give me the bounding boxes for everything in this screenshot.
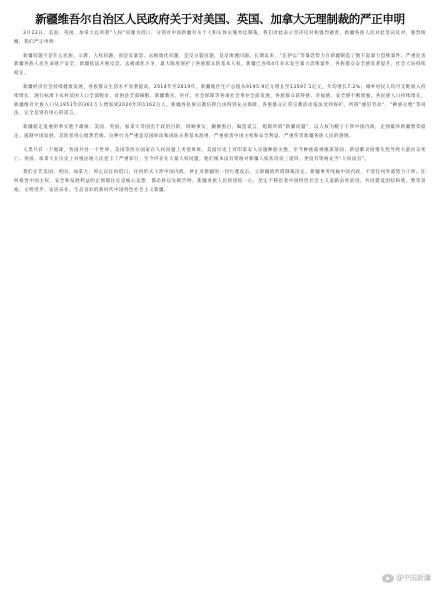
statement-paragraph-5: 人类只有一个地球，各国共处一个世界。美国等西方国家在人权问题上劣迹斑斑，美国历史上对印第安人实施种族灭绝，至今种族歧视根深蒂固，新冠肺炎疫情失控导致大量民众死亡；英国、加拿大在历史上对殖民地人民犯下了严重罪行，至今仍存在大量人权问题。他们根本没有资格对新疆人权状况说三道四，更没有资格充当“人权法官”。 xyxy=(14,147,426,162)
statement-paragraph-2: 新疆问题不是什么民族、宗教、人权问题，而是反暴恐、去极端化问题，是反分裂问题，是反渗透问题。长期以来，“东伊运”等暴恐势力在新疆制造了数千起暴力恐怖案件，严重危害新疆各族人民生命财产安全。新疆依法开展反恐、去极端化斗争，最大限度保护了各族群众的基本人权。新疆已连续4年多未发生暴力恐怖案件，各族群众安全感显著提升，社会大局持续稳定。 xyxy=(14,53,426,77)
statement-paragraph-1: 3月22日，美国、英国、加拿大以所谓“人权”问题为借口，分别对中国新疆有关个人和实体实施单边制裁。我们对此表示坚决反对和强烈谴责。新疆各族人民对此坚决反对，强烈愤慨，我们严正申明： xyxy=(14,31,426,45)
statement-paragraph-6: 我们正告美国、英国、加拿大，停止以任何借口、任何形式干涉中国内政，停止对新疆的一切污蔑攻击，立即撤销所谓制裁决定。新疆事务纯属中国内政，不容任何外部势力干涉。任何损害中国主权、安全和发展利益的企图都注定是痴心妄想，都必将以失败告终。新疆各族人民将团结一心，坚定不移沿着中国特色社会主义道路奋勇前进，共同建设团结和谐、繁荣富裕、文明进步、安居乐业、生态良好的新时代中国特色社会主义新疆。 xyxy=(14,170,426,193)
source-watermark xyxy=(382,573,431,583)
statement-paragraph-3: 新疆经济社会持续健康发展，各族群众生活水平显著提高。2014年至2019年，新疆地区生产总值从9195.9亿元增长至13597.1亿元，年均增长7.2%；城乡居民人均可支配收入持续增长，现行标准下农村贫困人口全部脱贫，贫困县全部摘帽。新疆教育、医疗、社会保障等各项社会事业全面发展，各族群众获得感、幸福感、安全感不断增强。各民族人口持续增长，新疆维吾尔族人口从1953年的361万人增加到2020年的1162万人。新疆各民族宗教信仰自由得到充分保障，各族群众正常宗教活动依法受到保护。所谓“强迫劳动”、“种族灭绝”等说法，完全是别有用心的谎言。 xyxy=(14,84,426,117)
statement-title: 新疆维吾尔自治区人民政府关于对美国、英国、加拿大无理制裁的严正申明 xyxy=(35,12,405,26)
weibo-icon xyxy=(382,574,394,583)
watermark-text: @中国新疆 xyxy=(396,574,431,582)
statement-paragraph-4: 新疆稳定发展的事实胜于雄辩。美国、英国、加拿大等国出于政治目的，罔顾事实，颠倒黑白，编造谎言，炮制所谓“新疆问题”，以人权为幌子干涉中国内政，企图破坏新疆繁荣稳定、遏制中国发展，其险恶用心昭然若揭。这种行为严重违反国际法和国际关系基本准则，严重损害中国主权和安全利益，严重伤害新疆各族人民的感情。 xyxy=(14,125,426,139)
